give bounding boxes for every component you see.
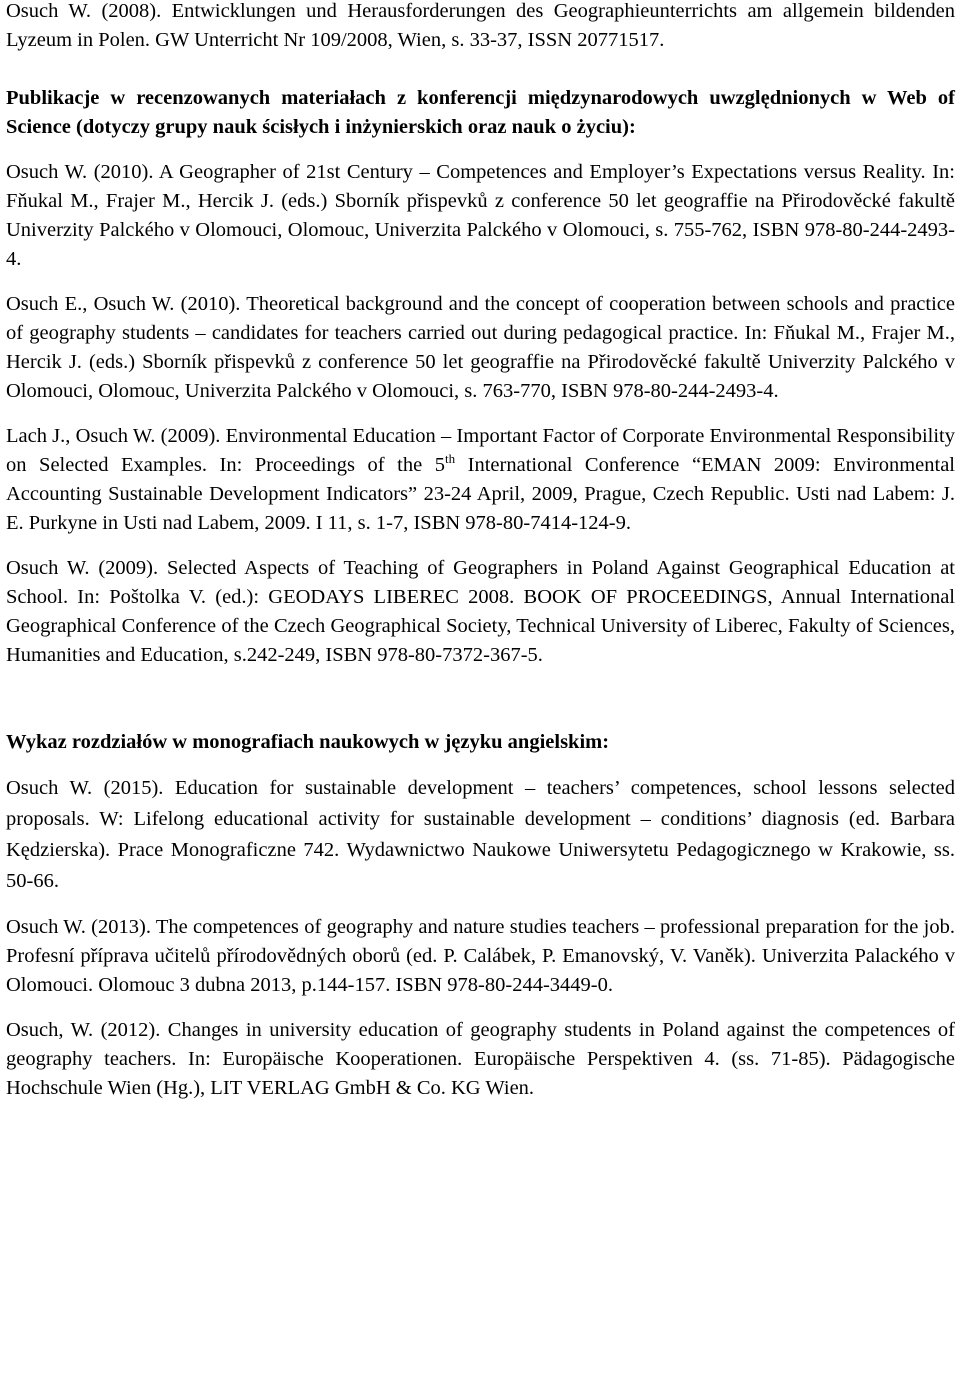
bibliography-entry-osuch-2008: Osuch W. (2008). Entwicklungen und Herausforderungen des Geographieunterrichts am allgemein bildenden Lyzeum in Polen. GW Unterricht Nr 109/2008, Wien, s. 33-37, ISSN 20771517. (6, 0, 955, 51)
ordinal-superscript: th (445, 451, 456, 466)
bibliography-entry-osuch-2009-selected-aspects: Osuch W. (2009). Selected Aspects of Teaching of Geographers in Poland Against Geographical Education at School. In: Poštolka V. (ed.): GEODAYS LIBEREC 2008. BOOK OF PROCEEDINGS, Annual International Geographical Conference of the Czech Geographical Society, Technical University of Liberec, Fakulty of Sciences, Humanities and Education, s.242-249, ISBN 978-80-7372-367-5. (6, 557, 955, 666)
bibliography-entry-osuch-2012: Osuch, W. (2012). Changes in university education of geography students in Poland against the competences of geography teachers. In: Europäische Kooperationen. Europäische Perspektiven 4. (ss. 71-85). Pädagogische Hochschule Wien (Hg.), LIT VERLAG GmbH & Co. KG Wien. (6, 1019, 955, 1099)
entry-text-part: Lach J., Osuch W. (2009). Environmental Education – Important Factor of Corporate Environmental Responsibility on Selected Examples. In: Proceedings of the 5 (6, 425, 955, 476)
bibliography-entry-osuch-2010-theoretical: Osuch E., Osuch W. (2010). Theoretical background and the concept of cooperation between schools and practice of geography students – candidates for teachers carried out during pedagogical practice. In: Fňukal M., Frajer M., Hercik J. (eds.) Sborník přispevků z conference 50 let geograffie na Přirodověcké fakultě Univerzity Palckého v Olomouci, Olomouc, Univerzita Palckého v Olomouci, s. 763-770, ISBN 978-80-244-2493-4. (6, 293, 955, 402)
bibliography-entry-lach-osuch-2009 (6, 422, 955, 538)
bibliography-entry-osuch-2015: Osuch W. (2015). Education for sustainable development – teachers’ competences, school lessons selected proposals. W: Lifelong educational activity for sustainable development – conditions’ diagnosis (ed. Barbara Kędzierska). Prace Monograficzne 742. Wydawnictwo Naukowe Uniwersytetu Pedagogicznego w Krakowie, ss. 50-66. (6, 777, 955, 892)
bibliography-entry-osuch-2013: Osuch W. (2013). The competences of geography and nature studies teachers – professional preparation for the job. Profesní příprava učitelů přírodovědných oborů (ed. P. Calábek, P. Emanovský, V. Vaněk). Univerzita Palackého v Olomouci. Olomouc 3 dubna 2013, p.144-157. ISBN 978-80-244-3449-0. (6, 916, 955, 996)
bibliography-entry-osuch-2010-geographer: Osuch W. (2010). A Geographer of 21st Century – Competences and Employer’s Expectations versus Reality. In: Fňukal M., Frajer M., Hercik J. (eds.) Sborník přispevků z conference 50 let geograffie na Přirodověcké fakultě Univerzity Palckého v Olomouci, Olomouc, Univerzita Palckého v Olomouci, s. 755-762, ISBN 978-80-244-2493-4. (6, 161, 955, 270)
entry-text-part: International Conference “EMAN 2009: Environmental Accounting Sustainable Development Indicators” 23-24 April, 2009, Prague, Czech Republic. Usti nad Labem: J. E. Purkyne in Usti nad Labem, 2009. I 11, s. 1-7, ISBN 978-80-7414-124-9. (6, 454, 955, 534)
section-heading-wos-conference-publications: Publikacje w recenzowanych materiałach z konferencji międzynarodowych uwzględnionych w Web of Science (dotyczy grupy nauk ścisłych i inżynierskich oraz nauk o życiu): (6, 87, 955, 138)
section-heading-monograph-chapters: Wykaz rozdziałów w monografiach naukowych w języku angielskim: (6, 731, 610, 753)
